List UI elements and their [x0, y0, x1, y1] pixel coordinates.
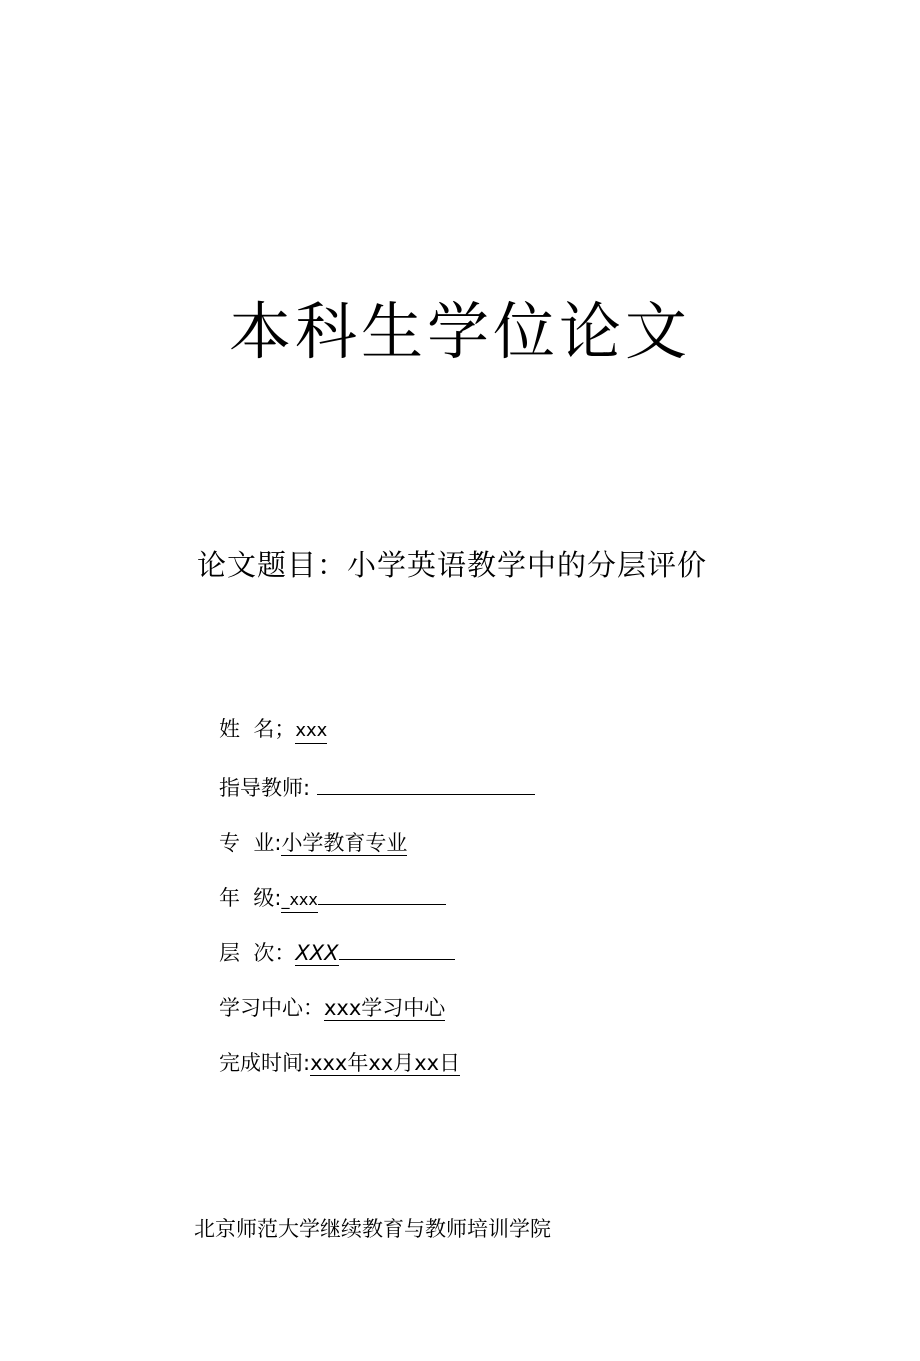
- advisor-label: 指导教师:: [219, 776, 311, 800]
- major-value: 小学教育专业: [281, 831, 408, 855]
- major-row: [219, 828, 407, 858]
- advisor-row: [219, 773, 535, 803]
- level-label: 层 次：: [219, 941, 296, 965]
- thesis-topic-label: 论文题目：: [197, 548, 348, 582]
- center-value: xxx学习中心: [324, 996, 446, 1020]
- center-label: 学习中心：: [219, 996, 324, 1020]
- advisor-value: [317, 774, 535, 795]
- name-label: 姓 名；: [219, 717, 296, 741]
- grade-row: [219, 883, 446, 913]
- grade-underline: [318, 884, 446, 905]
- grade-label: 年 级:: [219, 886, 282, 910]
- institution-name: 北京师范大学继续教育与教师培训学院: [194, 1217, 551, 1241]
- name-row: [219, 714, 327, 744]
- grade-value: _xxx: [281, 888, 317, 913]
- name-value: xxx: [295, 719, 327, 744]
- completion-value: xxx年xx月xx日: [310, 1051, 461, 1075]
- thesis-topic-value: 小学英语教学中的分层评价: [347, 548, 708, 582]
- thesis-topic: [197, 545, 707, 585]
- completion-label: 完成时间:: [219, 1051, 311, 1075]
- completion-row: [219, 1048, 460, 1078]
- level-value: XXX: [295, 941, 339, 965]
- level-row: [219, 938, 455, 968]
- level-underline: [339, 939, 455, 960]
- center-row: [219, 993, 445, 1023]
- major-label: 专 业:: [219, 831, 282, 855]
- page-title: 本科生学位论文: [228, 295, 691, 368]
